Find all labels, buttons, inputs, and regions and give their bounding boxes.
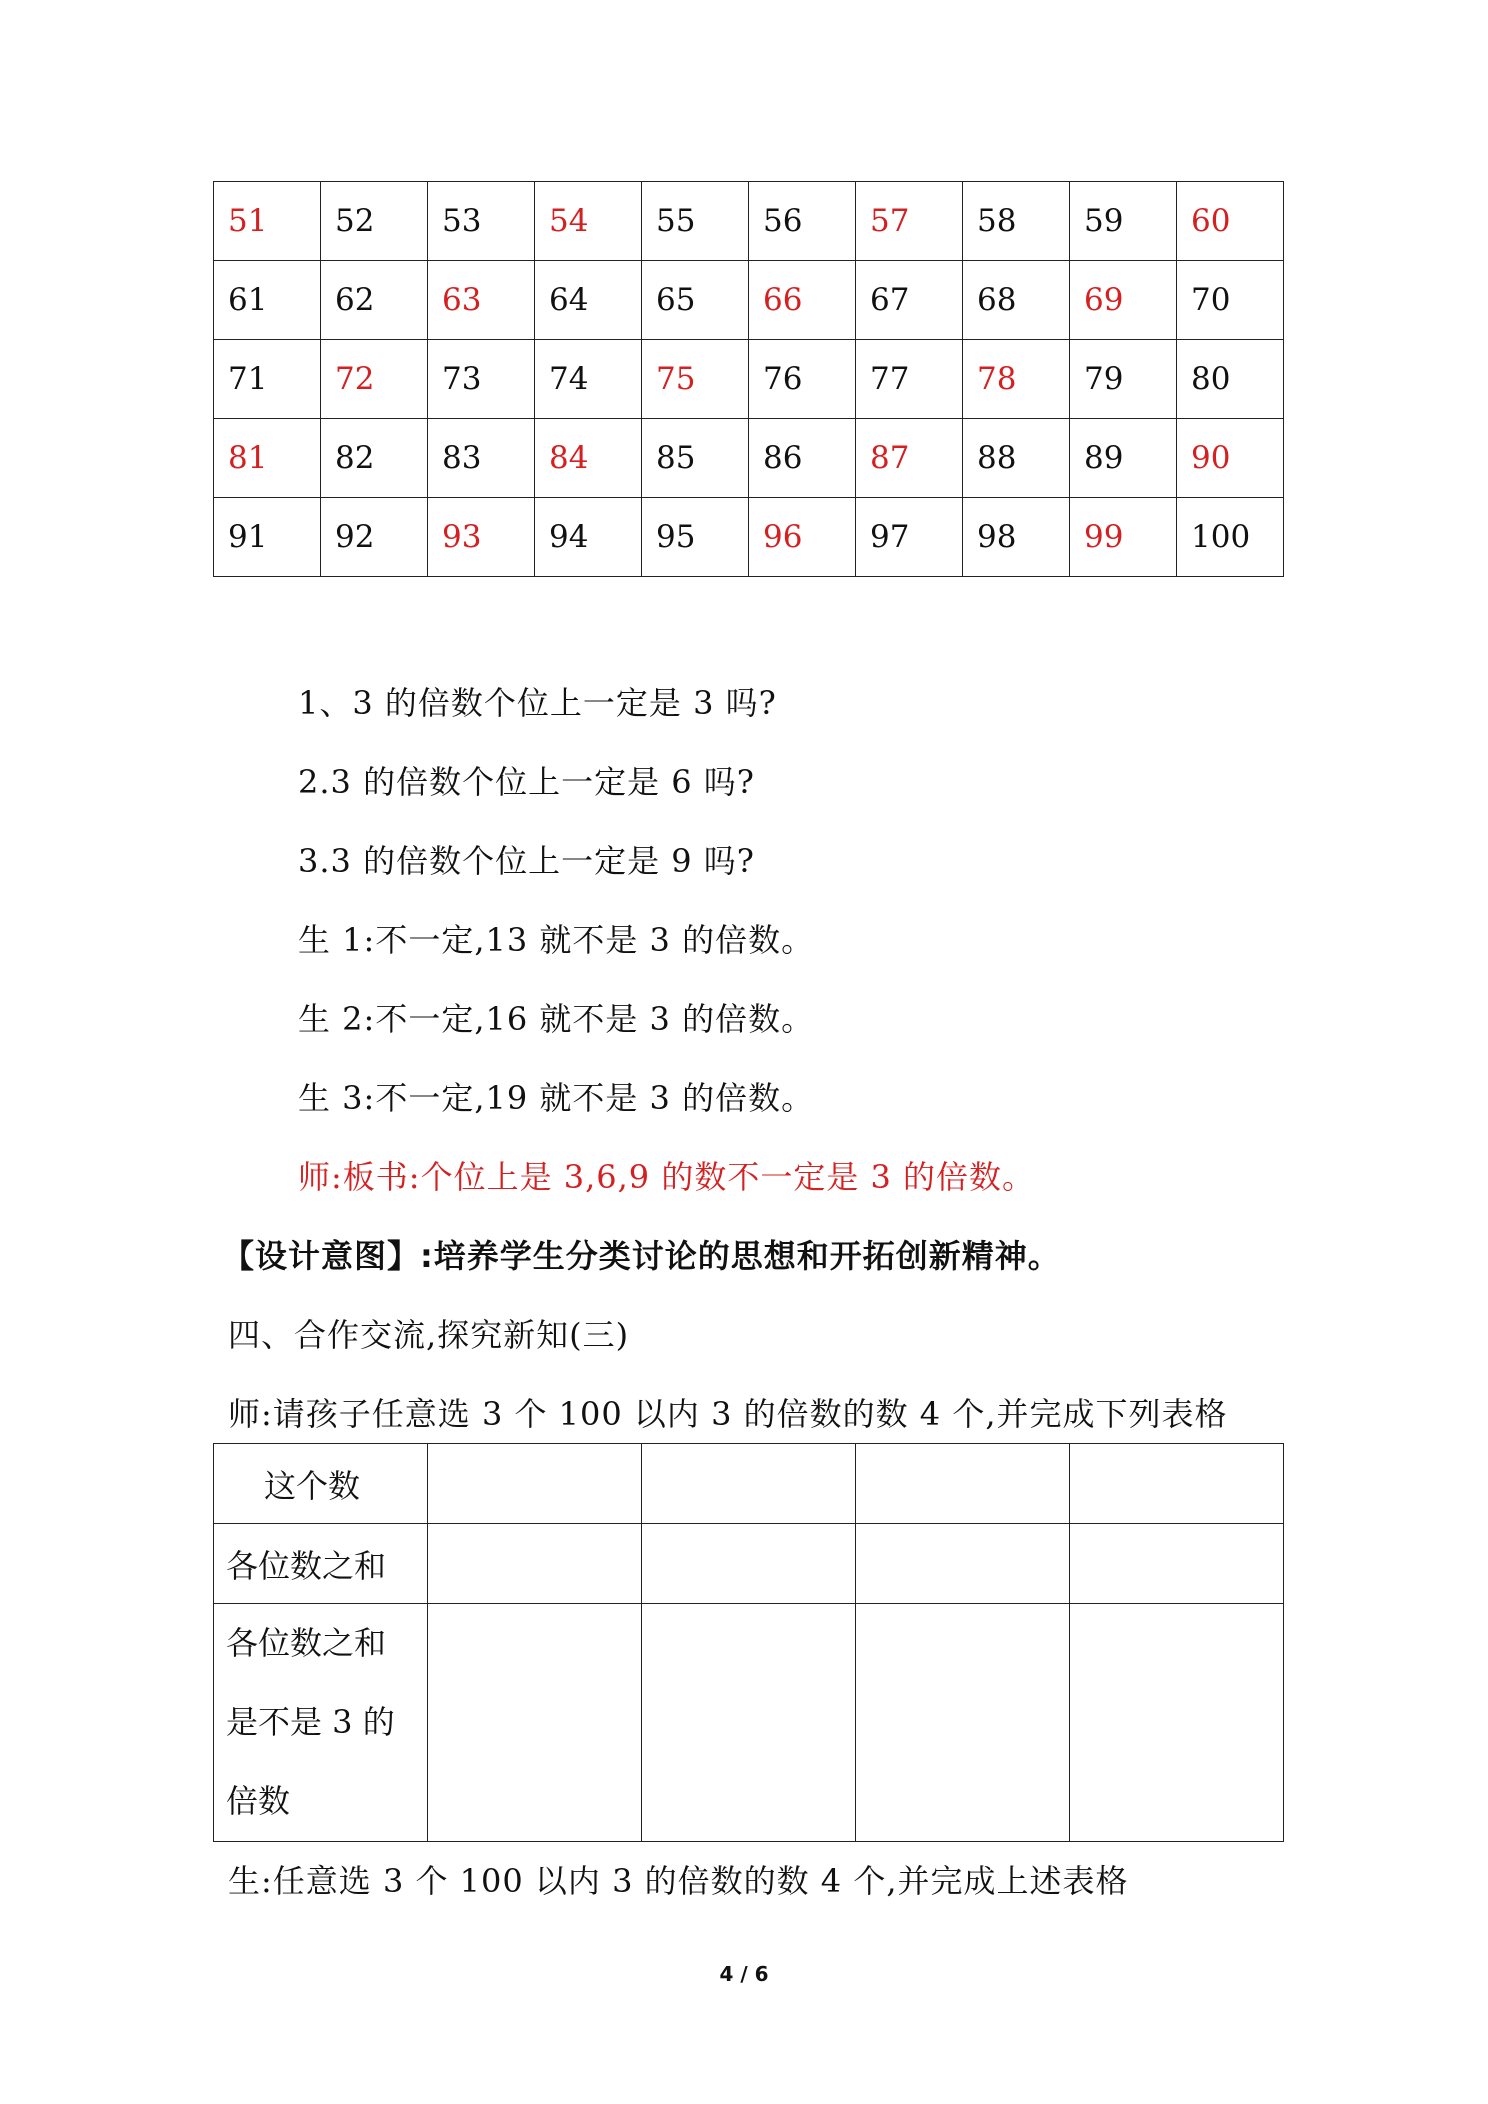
grid-cell: 77: [856, 340, 963, 419]
row-label-is-multiple: [214, 1604, 428, 1842]
grid-cell: 92: [321, 498, 428, 577]
grid-cell: 88: [963, 419, 1070, 498]
grid-cell: 81: [214, 419, 321, 498]
grid-cell: 89: [1070, 419, 1177, 498]
input-cell[interactable]: [642, 1444, 856, 1524]
grid-cell: 55: [642, 182, 749, 261]
input-cell[interactable]: [428, 1444, 642, 1524]
student-answer-1: 生 1:不一定,13 就不是 3 的倍数。: [298, 921, 815, 959]
grid-cell: 100: [1177, 498, 1284, 577]
grid-cell: 62: [321, 261, 428, 340]
grid-cell: 76: [749, 340, 856, 419]
grid-cell: 90: [1177, 419, 1284, 498]
student-answer-3: 生 3:不一定,19 就不是 3 的倍数。: [298, 1079, 815, 1117]
grid-cell: 52: [321, 182, 428, 261]
grid-row: [214, 419, 1284, 498]
grid-cell: 72: [321, 340, 428, 419]
grid-cell: 78: [963, 340, 1070, 419]
table-row: [214, 1524, 1284, 1604]
input-cell[interactable]: [1070, 1604, 1284, 1842]
grid-cell: 69: [1070, 261, 1177, 340]
input-cell[interactable]: [1070, 1524, 1284, 1604]
grid-cell: 70: [1177, 261, 1284, 340]
row-label-line: 倍数: [226, 1782, 291, 1820]
grid-cell: 80: [1177, 340, 1284, 419]
grid-row: [214, 498, 1284, 577]
digit-sum-table: [213, 1443, 1284, 1842]
grid-cell: 91: [214, 498, 321, 577]
grid-cell: 51: [214, 182, 321, 261]
grid-row: [214, 182, 1284, 261]
question-2: 2.3 的倍数个位上一定是 6 吗?: [298, 763, 755, 801]
input-cell[interactable]: [856, 1524, 1070, 1604]
grid-cell: 95: [642, 498, 749, 577]
grid-cell: 73: [428, 340, 535, 419]
grid-cell: 56: [749, 182, 856, 261]
grid-cell: 66: [749, 261, 856, 340]
grid-cell: 82: [321, 419, 428, 498]
input-cell[interactable]: [642, 1524, 856, 1604]
input-cell[interactable]: [856, 1604, 1070, 1842]
grid-cell: 65: [642, 261, 749, 340]
teacher-board-note: 师:板书:个位上是 3,6,9 的数不一定是 3 的倍数。: [298, 1158, 1036, 1196]
grid-cell: 97: [856, 498, 963, 577]
section-title: 四、合作交流,探究新知(三): [228, 1316, 630, 1354]
grid-cell: 94: [535, 498, 642, 577]
grid-cell: 58: [963, 182, 1070, 261]
input-cell[interactable]: [642, 1604, 856, 1842]
grid-cell: 54: [535, 182, 642, 261]
row-label-number: 这个数: [214, 1444, 428, 1524]
grid-cell: 85: [642, 419, 749, 498]
grid-cell: 84: [535, 419, 642, 498]
row-label-digit-sum: 各位数之和: [214, 1524, 428, 1604]
grid-cell: 79: [1070, 340, 1177, 419]
grid-cell: 57: [856, 182, 963, 261]
grid-row: [214, 261, 1284, 340]
input-cell[interactable]: [428, 1604, 642, 1842]
grid-cell: 75: [642, 340, 749, 419]
input-cell[interactable]: [428, 1524, 642, 1604]
question-3: 3.3 的倍数个位上一定是 9 吗?: [298, 842, 755, 880]
grid-cell: 87: [856, 419, 963, 498]
input-cell[interactable]: [1070, 1444, 1284, 1524]
grid-cell: 93: [428, 498, 535, 577]
row-label-line: 各位数之和: [226, 1624, 387, 1662]
grid-cell: 74: [535, 340, 642, 419]
grid-cell: 64: [535, 261, 642, 340]
student-response: 生:任意选 3 个 100 以内 3 的倍数的数 4 个,并完成上述表格: [228, 1862, 1129, 1900]
grid-cell: 98: [963, 498, 1070, 577]
grid-row: [214, 340, 1284, 419]
input-cell[interactable]: [856, 1444, 1070, 1524]
grid-cell: 86: [749, 419, 856, 498]
question-1: 1、3 的倍数个位上一定是 3 吗?: [298, 684, 777, 722]
grid-cell: 61: [214, 261, 321, 340]
grid-cell: 99: [1070, 498, 1177, 577]
number-grid-body: [214, 182, 1284, 577]
teacher-instruction: 师:请孩子任意选 3 个 100 以内 3 的倍数的数 4 个,并完成下列表格: [228, 1395, 1228, 1433]
grid-cell: 63: [428, 261, 535, 340]
grid-cell: 83: [428, 419, 535, 498]
grid-cell: 59: [1070, 182, 1177, 261]
grid-cell: 67: [856, 261, 963, 340]
row-label-line: 是不是 3 的: [226, 1703, 395, 1741]
grid-cell: 68: [963, 261, 1070, 340]
table-row: [214, 1444, 1284, 1524]
grid-cell: 96: [749, 498, 856, 577]
grid-cell: 60: [1177, 182, 1284, 261]
design-intent: 【设计意图】:培养学生分类讨论的思想和开拓创新精神。: [222, 1237, 1061, 1275]
grid-cell: 53: [428, 182, 535, 261]
table-row: [214, 1604, 1284, 1842]
student-answer-2: 生 2:不一定,16 就不是 3 的倍数。: [298, 1000, 815, 1038]
page-number: 4 / 6: [719, 1962, 769, 1986]
number-grid: [213, 181, 1284, 577]
grid-cell: 71: [214, 340, 321, 419]
